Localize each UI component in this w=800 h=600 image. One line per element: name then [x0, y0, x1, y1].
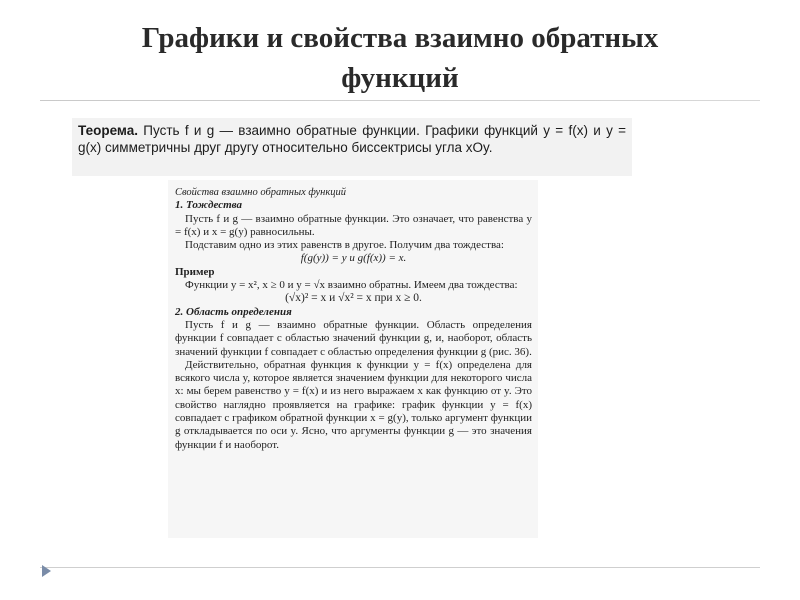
theorem-box	[72, 118, 632, 176]
slide-title-line-1: Графики и свойства взаимно обратных	[141, 22, 659, 54]
section-2-paragraph-1: Пусть f и g — взаимно обратные функции. Область определения функции f совпадает с областью значений функции g, и, наоборот, область значений функции f совпадает с областью определения функции g (рис. 36).	[175, 318, 532, 358]
scanned-text-block	[168, 180, 538, 538]
formula-example: (√x)² = x и √x² = x при x ≥ 0.	[285, 292, 422, 305]
section-2-title: 2. Область определения	[175, 305, 292, 318]
scan-heading: Свойства взаимно обратных функций	[175, 187, 347, 198]
footer-divider	[40, 567, 760, 568]
section-1-paragraph-1: Пусть f и g — взаимно обратные функции. Это означает, что равенства y = f(x) и x = g(y) равносильны.	[175, 212, 532, 238]
example-text: Функции y = x², x ≥ 0 и y = √x взаимно обратны. Имеем два тождества:	[185, 279, 518, 292]
section-1-title: 1. Тождества	[175, 199, 242, 212]
slide-title-line-2: функций	[341, 62, 459, 94]
formula-identities: f(g(y)) = y и g(f(x)) = x.	[300, 252, 407, 265]
section-2-paragraph-2: Действительно, обратная функция к функции y = f(x) определена для всякого числа y, которое является значением функции для некоторого числа x: мы берем равенство y = f(x) и из него выражаем x как функцию от y. Это свойство наглядно проявляется на графике: график функции y = f(x) совпадает с графиком обратной функции x = g(y), только аргумент функции g откладывается по оси y. Ясно, что аргументы функции g — это значения функции f и наоборот.	[175, 358, 532, 451]
section-1-paragraph-2: Подставим одно из этих равенств в другое. Получим два тождества:	[185, 239, 504, 252]
example-title: Пример	[175, 265, 215, 278]
theorem-label: Теорема.	[78, 123, 138, 138]
title-divider	[40, 100, 760, 101]
theorem-text: Пусть f и g — взаимно обратные функции. Графики функций y = f(x) и y = g(x) симметричны друг другу относительно биссектрисы угла xOy.	[78, 123, 626, 155]
slide-title	[60, 18, 740, 98]
bullet-arrow-icon	[42, 565, 51, 577]
